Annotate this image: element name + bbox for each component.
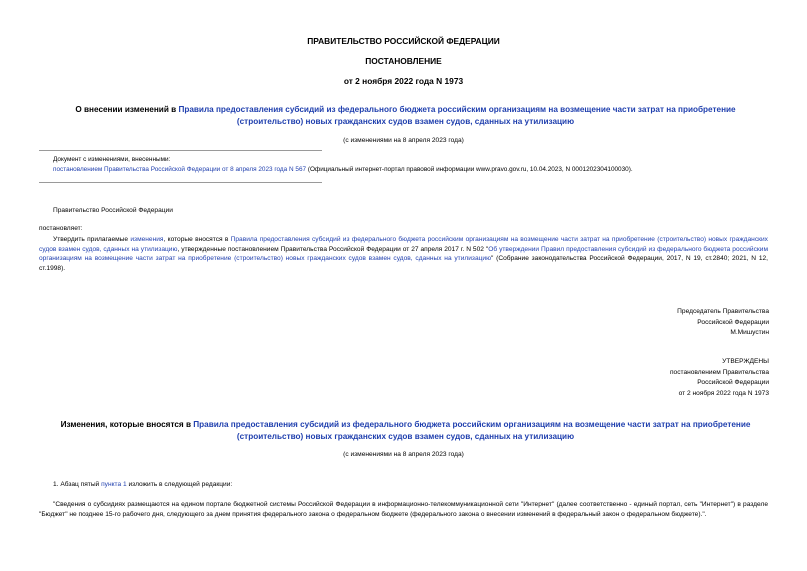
signature-block <box>677 307 769 339</box>
approved-line-3: Российской Федерации <box>697 379 769 387</box>
approved-block <box>670 357 769 399</box>
title-rules-link[interactable]: Правила предоставления субсидий из федерального бюджета российским организациям на возмещение части затрат на приобретение (строительство) новых гражданских судов взамен судов, сданных на утилизацию <box>178 105 736 126</box>
amending-resolution-link[interactable]: постановлением Правительства Российской Федерации от 8 апреля 2023 года N 567 <box>53 166 307 173</box>
item-1-text: изложить в следующей редакции: <box>126 481 233 488</box>
signature-org: Российской Федерации <box>697 318 769 326</box>
annex-title-prefix: Изменения, которые вносятся в <box>60 420 194 429</box>
paragraph-text: , которые вносятся в <box>163 236 231 243</box>
changes-link[interactable]: изменения <box>130 236 164 243</box>
paragraph-text: Утвердить прилагаемые <box>53 236 131 243</box>
changes-box-label: Документ с изменениями, внесенными: <box>53 156 171 163</box>
resolution-502-link[interactable]: Об утверждении Правил предоставления субсидий из федерального бюджета российским организациям на возмещение части затрат на приобретение (строительство) новых гражданских судов взамен судов, сданных на утилизацию <box>39 245 768 263</box>
decides-line: постановляет: <box>39 225 83 232</box>
item-1-quote: "Сведения о субсидиях размещаются на едином портале бюджетной системы Российской Федерации в информационно-телекоммуникационной сети "Интернет" (далее соответственно - единый портал, сеть "Интернет") в разделе "Бюджет" не позднее 15-го рабочего дня, следующего за днем принятия федерального закона о федеральном бюджете (федерального закона о внесении изменений в федеральный закон о федеральном бюджете).". <box>39 501 768 518</box>
annex-revision: (с изменениями на 8 апреля 2023 года) <box>343 451 464 458</box>
item-1 <box>53 481 232 488</box>
title-prefix: О внесении изменений в <box>75 105 179 114</box>
changes-box-top-rule <box>39 150 322 151</box>
document-type: ПОСТАНОВЛЕНИЕ <box>365 56 442 66</box>
document-title <box>52 104 759 128</box>
changes-box <box>53 155 773 175</box>
approved-line-4: от 2 ноября 2022 года N 1973 <box>678 389 769 397</box>
changes-box-entry <box>53 165 773 175</box>
paragraph-text: " (Собрание законодательства Российской Федерации, 2017, N 19, ст.2840; 2021, N 12, ст.1998). <box>39 255 768 272</box>
approved-label: УТВЕРЖДЕНЫ <box>722 358 769 365</box>
annex-title <box>52 419 759 443</box>
annex-rules-link[interactable]: Правила предоставления субсидий из федерального бюджета российским организациям на возмещение части затрат на приобретение (строительство) новых гражданских судов взамен судов, сданных на утилизацию <box>193 420 751 441</box>
paragraph-text: , утвержденные постановлением Правительства Российской Федерации от 27 апреля 2017 г. N 502 " <box>177 245 489 253</box>
item-1-text: 1. Абзац пятый <box>53 481 102 488</box>
government-heading: ПРАВИТЕЛЬСТВО РОССИЙСКОЙ ФЕДЕРАЦИИ <box>307 36 500 46</box>
approved-line-2: постановлением Правительства <box>669 368 769 376</box>
document-date-number: от 2 ноября 2022 года N 1973 <box>343 76 464 86</box>
changes-box-bottom-rule <box>39 182 322 183</box>
item-1-point-link[interactable]: пункта 1 <box>101 481 127 488</box>
government-line: Правительство Российской Федерации <box>53 207 173 214</box>
title-revision: (с изменениями на 8 апреля 2023 года) <box>343 137 464 144</box>
resolution-paragraph <box>39 235 768 273</box>
signature-name: М.Мишустин <box>730 329 769 337</box>
rules-link[interactable]: Правила предоставления субсидий из федерального бюджета российским организациям на возмещение части затрат на приобретение (строительство) новых гражданских судов взамен судов, сданных на утилизацию <box>39 236 768 253</box>
amending-resolution-source: (Официальный интернет-портал правовой информации www.pravo.gov.ru, 10.04.2023, N 0001202304100030). <box>306 166 633 173</box>
signature-title: Председатель Правительства <box>677 308 769 315</box>
